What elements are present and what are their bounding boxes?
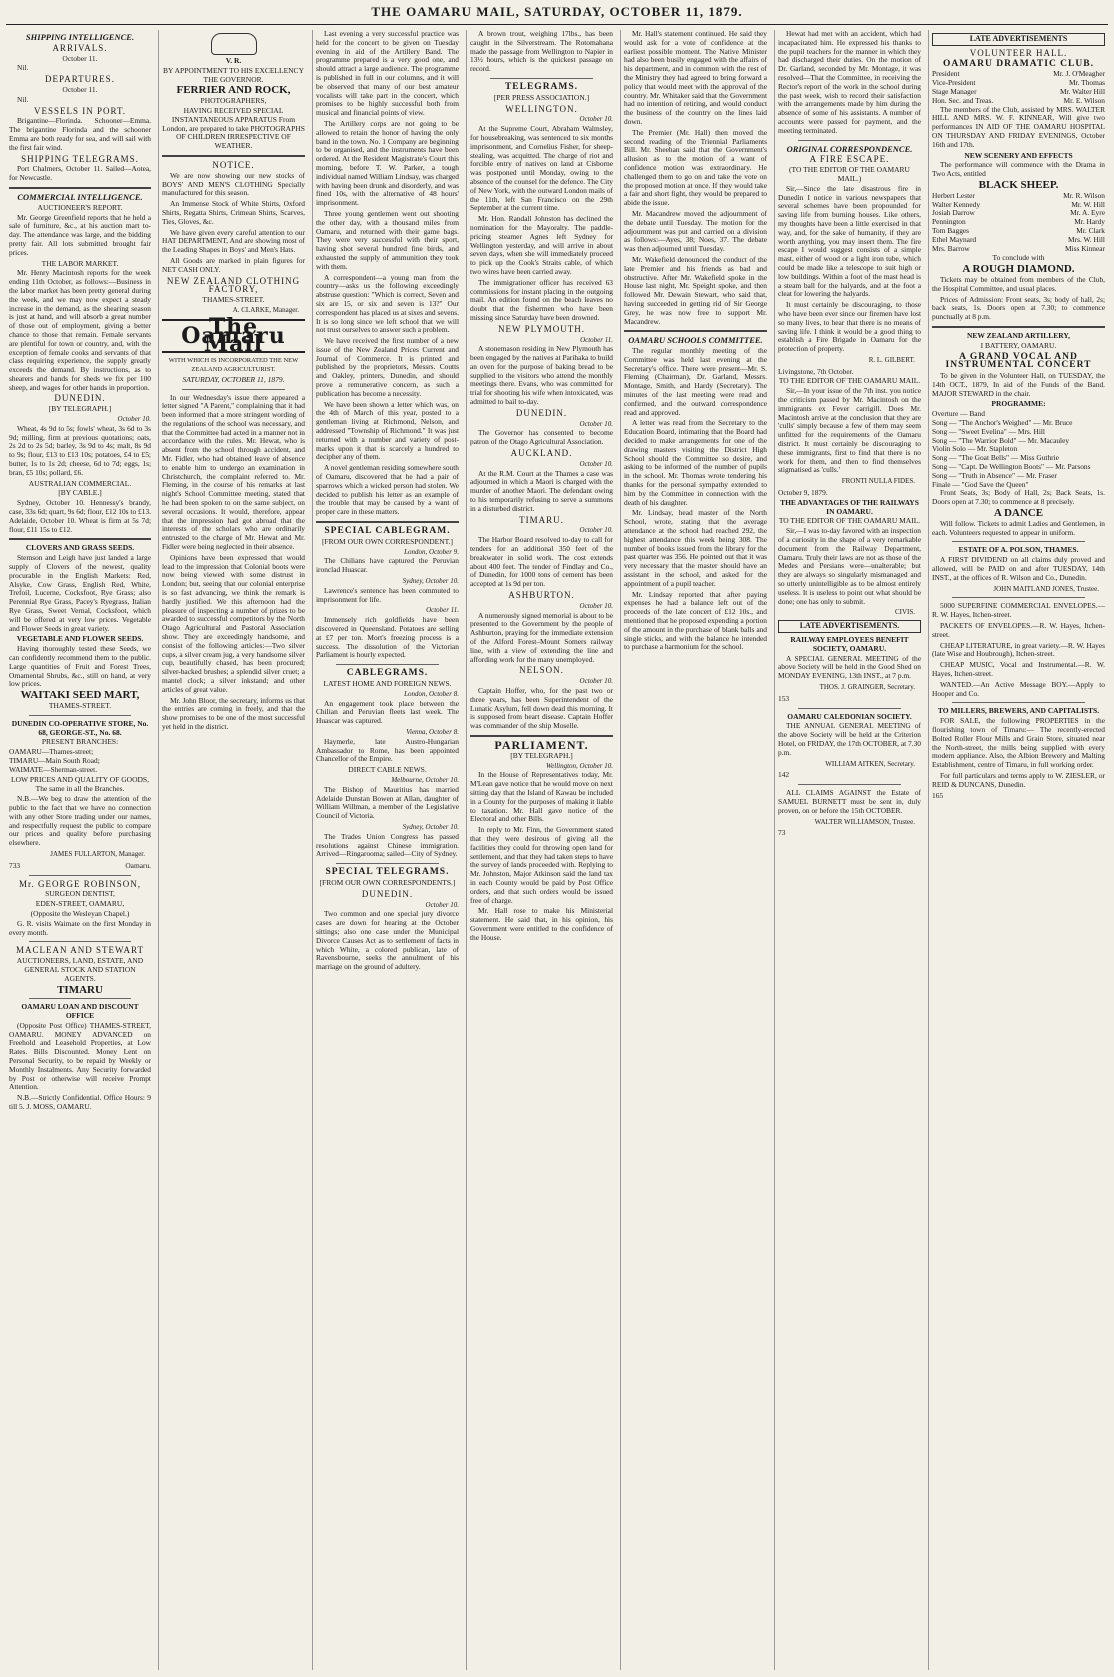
cast-list [932,192,1105,254]
direct-cable-date-2: Sydney, October 10. [402,822,459,831]
notice-text: We are now showing our new stocks of BOYS' AND MEN'S CLOTHING Specially manufactured for this season. [162,170,305,198]
cast-role: Ethel Maynard [932,234,977,244]
divider [182,389,285,390]
battery-heading: NEW ZEALAND ARTILLERY, [966,330,1071,340]
cast-name: Miss Kinnear [1064,243,1105,253]
masthead-rule [6,24,1108,25]
officers-list [932,70,1105,105]
news-paragraph: We have received the first number of a new issue of the New Zealand Prices Current and Journal of Commerce. It is printed and published by the proprietors, Messrs. Coutts and Oakley, printers, Dunedin, and should prove a remunerative concern, as such a publication has become a necessity. [316,336,459,398]
auction-text: Mr. George Greenfield reports that he held a sale of furniture, &c., at his auction mart to-day. The attendance was large, and the bidding pretty fair. All lots submitted brought fair prices. [9,212,151,257]
dentist-opposite: (Opposite the Wesleyan Chapel.) [30,908,130,918]
news-paragraph: The Artillery corps are not going to be allowed to retain the honor of having the only band in the town. No. 1 Company are beginning to be organised, and the instruments have been ordered. At the Resident Magistrate's Court this morning, before T. W. Parker, a tough individual named William Lindsay, was charged with having been drunk and disorderly, and was fined 10s, with the alternative of 48 hours' imprisonment. [316,118,459,208]
divider [336,863,439,864]
cast-role: Tom Bagges [932,225,970,235]
special-cable-date-2: Sydney, October 10. [402,577,459,586]
coop-branch: WAIMATE—Sherman-street. [9,764,98,774]
hall-heading: VOLUNTEER HALL. [969,47,1068,58]
factory-sub: THAMES-STREET. [202,295,265,305]
direct-cable-date: Melbourne, October 10. [391,775,459,784]
maclean-town: TIMARU [57,983,103,996]
immigrants-date: October 9, 1879. [778,488,828,498]
divider [29,998,131,999]
packets-ad: PACKETS OF ENVELOPES.—R. W. Hayes, Itchen-street. [932,621,1105,639]
auckland-date: October 10. [579,459,613,468]
royal-sub: BY APPOINTMENT TO HIS EXCELLENCY THE GOVERNOR. [163,65,304,84]
cast-role: Walter Kennedy [932,199,981,209]
railway-society-text: A SPECIAL GENERAL MEETING of the above Society will be held in the Good Shed on MONDAY EVENING, 13th INST., at 7 p.m. [778,653,921,681]
cast-role: Herbert Lester [932,190,975,200]
schools-heading: OAMARU SCHOOLS COMMITTEE. [628,335,763,346]
cablegrams-heading: CABLEGRAMS. [346,668,429,679]
dunedin-heading: DUNEDIN. [515,407,568,418]
dance-text: Will follow. Tickets to admit Ladies and Gentlemen, in each. Volunteers requested to appear in uniform. [932,518,1105,537]
dunedin-market-date: October 10. [117,415,151,424]
divider [798,708,901,709]
programme-item: Song — "The Anchor's Weighed" — Mr. Bruce [932,418,1073,428]
divider [952,597,1085,598]
sale-number: 165 [932,790,944,800]
programme-item: Finale — "God Save the Queen" [932,479,1029,489]
news-paragraph: Mr. Macandrew moved the adjournment of the debate until Tuesday. The motion for the adjournment was put and carried on a division as follows:—Ayes, 38; Noes, 37. The debate was then adjourned until Tuesday. [624,208,767,254]
programme-item: Overture — Band [932,409,985,419]
officer-role: Hon. Sec. and Treas. [932,95,994,105]
coop-town: Oamaru. [125,860,151,870]
nelson-text: Captain Hoffer, who, for the past two or three years, has been Superintendent of the Lunatic Asylum, fell down dead this morning. It is supposed from heart disease. Captain Hoffer was commander of the ship Moselle. [470,685,613,731]
divider [9,538,151,540]
divider [470,735,613,737]
special-cable-date: London, October 9. [404,547,459,556]
shipping-telegrams-heading: SHIPPING TELEGRAMS. [21,153,139,164]
claims-text: ALL CLAIMS AGAINST the Estate of SAMUEL BURNETT must be sent in, duly proven, on or before the 15th OCTOBER. [778,788,921,815]
leader-date: SATURDAY, OCTOBER 11, 1879. [182,374,285,384]
fire-escape-text: Sir,—Since the late disastrous fire in Dunedin I notice in various newspapers that several schemes have been propounded for saving life from burning houses. Like others, my thoughts have been a little exercised in that way, and, for the sake of humanity, if they are worth anything, you may insert them. The fire escape I would suggest consists of a simple mast, either of wood or a light iron tube, which could be made like a telescope to suit high or low buildings. Within a foot of the mast head is a steam ball for the halyards, and at the foot a cleat for lowering the halyards. [778,183,921,299]
railway-society-number: 153 [778,693,790,703]
notice-text-4: All Goods are marked in plain figures for NET CASH ONLY. [162,255,305,274]
factory-heading: NEW ZEALAND CLOTHING FACTORY, [166,275,301,295]
sale-text: FOR SALE, the following PROPERTIES in the flourishing town of Timaru:— The recently-erected Bolted Roller Flour Mills and Grain Store, situated near the North-street, the mills being supplied with every modern appliance. Also, the Albion Brewery and Malting Establishment, centre of Timaru, in full working order. [932,716,1105,770]
cast-name: Mr. A. Eyre [1070,208,1105,218]
cablegrams-date-2: Vienna, October 8. [406,727,459,736]
schools-text-3: Mr. Lindsay, head master of the North School, wrote, stating that the average attendance at the school had reached 292, the highest attendance this week being 308. The number of books issued from the library for the past quarter was 356. He pointed out that it was very necessary that the master should have an assistant in the school, and asked for the appointment of a pupil teacher. [624,508,767,588]
programme-item: Violin Solo — Mr. Stapleton [932,444,1018,454]
programme-item: Song — "The Goat Bells" — Miss Guthrie [932,453,1059,463]
polson-heading: ESTATE OF A. POLSON, THAMES. [958,545,1079,555]
dunedin-market-sub: [BY TELEGRAPH.] [48,404,112,414]
officer-role: Stage Manager [932,86,977,96]
column-3 [312,30,462,1670]
clovers-text: Stemson and Leigh have just landed a large supply of Clovers of the newest, quality procurable in the English Markets: Red, Alsyke, Cow Grass, English Red, White, Trefoil, Lucerne, Cocksfoot, Rye Grass; also Perennial Rye Grass, Pacey's Ryegrass, Italian Rye Grass, Sweet Vernal, Cocksfoot, which will be offered at very low prices. Vegetable and Flower Seeds in great variety. [9,553,151,633]
auckland-heading: AUCKLAND. [510,448,573,459]
farce-title: A ROUGH DIAMOND. [962,263,1075,276]
notice-heading: NOTICE. [212,159,255,170]
claims-number: 73 [778,828,786,838]
vegetable-text: Having thoroughly tested these Seeds, we can confidently recommend them to the public. Large quantities of Fruit and Forest Trees, Ornamental Shrubs, &c., still on hand, at very low prices. [9,644,151,689]
concert-heading: A GRAND VOCAL AND INSTRUMENTAL CONCERT [945,351,1092,371]
dunedin-date: October 10. [579,419,613,428]
correspondence-heading: ORIGINAL CORRESPONDENCE. [786,143,913,154]
performance-text: The performance will commence with the Drama in Two Acts, entitled [932,160,1105,179]
late-ads-heading: LATE ADVERTISEMENTS. [778,620,921,633]
arrivals-date: October 11. [62,53,98,63]
divider [162,155,305,157]
fire-escape-sub: (TO THE EDITOR OF THE OAMARU MAIL.) [789,165,910,183]
leader-text-2: Opinions have been expressed that would lead to the impression that Colonial boots were now being viewed with some distrust in London; but, seeing that our colonial enterprise is so fast advancing, we think the remark is hardly justified. We this afternoon had the pleasure of inspecting a number of prizes to be awarded to successful competitors by the North Otago Agricultural and Pastoral Association show. They are exceedingly handsome, and consist of the following articles:—Two silver cups, a silver cream jug, a very handsome silver cup, beautifully chased, has been procured; silver-backed brushes; a splendid silver cruet; a mantel clock; a silver inkstand; and other articles of great value. [162,552,305,694]
vegetable-heading: VEGETABLE AND FLOWER SEEDS. [16,634,144,644]
programme-item: Song — "The Warrior Bold" — Mr. Macauley [932,435,1070,445]
royal-heading: V. R. [225,56,242,65]
leader-text: In our Wednesday's issue there appeared a letter signed "A Parent," complaining that it had been informed that a more stringent wording of the regulations of the school was necessary, and that the Committee had acted in a manner not in accordance with the rules. Mr. Hewat, who is absent from the school through accident, and Mr. Fidler, who had obtained leave of absence to enable him to undergo an examination in Christchurch, the complaint referred to. Mr. Fleming, in the course of his remarks at last night's School Committee meeting, stated that he had been spoken to on the same subject, on several occasions. It would, therefore, appear that the impression had got abroad that the interests of the scholars who are ordinarily entrusted to the charge of Mr. Hewat and Mr. Fidler were being neglected in their absence. [162,392,305,552]
column-2 [158,30,308,1670]
dentist-address: EDEN-STREET, OAMARU, [35,899,125,909]
concert-text: To be given in the Volunteer Hall, on TUESDAY, the 14th OCT., 1879, In aid of the Funds of the Band. MAJOR STEWARD in the chair. [932,371,1105,398]
programme-item: Song — "Truth in Absence" — Mr. Fraser [932,470,1057,480]
australian-text: Sydney, October 10. Hennessy's brandy, case, 33s 6d; quart, 9s 6d; flour, £12 10s to £13. Adelaide, October 10. Wheat is firm at 5s 7d; flour, £11 15s to £12. [9,498,151,534]
maclean-heading: MACLEAN AND STEWART [16,945,144,956]
officer-name: Mr. J. O'Meagher [1053,69,1105,79]
officer-name: Mr. Walter Hill [1059,86,1105,96]
clovers-heading: CLOVERS AND GRASS SEEDS. [25,543,135,553]
late-ads-heading: LATE ADVERTISEMENTS [932,33,1105,46]
notice-text-2: An Immense Stock of White Shirts, Oxford Shirts, Regatta Shirts, Crimean Shirts, Scarves, Ties, Gloves, &c. [162,199,305,226]
divider [490,78,593,79]
polson-text: A FIRST DIVIDEND on all claims duly proved and allowed, will be PAID on and after TUESDAY, 14th INST., at the offices of R. Wilson and Co., Dunedin. [932,555,1105,582]
news-paragraph: A novel gentleman residing somewhere south of Oamaru, discovered that he had a pair of sparrows which a wicked person had stolen. We decided to publish his letter as an example of the trouble that may be caused by a want of proper care in these matters. [316,463,459,517]
parliament-date: Wellington, October 10. [545,761,613,770]
auckland-text: At the R.M. Court at the Thames a case was adjourned in which a Maori is charged with the murder of another Maori. The defendant owing to his temporarily refusing to serve a summons in a disturbed district. [470,468,613,513]
news-paragraph: A correspondent—a young man from the country—asks us the following exceedingly abstruse question: "Which is correct, Seven and six are 15, or six and seven is 13?" Our correspondent has placed us at sixes and sevens. It is so long since we left school that we will not trust ourselves to answer such a problem. [316,272,459,335]
column-1 [6,30,154,1670]
labor-heading: THE LABOR MARKET. [41,258,119,268]
literature-ad: CHEAP LITERATURE, in great variety.—R. W. Hayes (late Wise and Houbrough), Itchen-street. [932,640,1105,659]
parliament-text-2: In reply to Mr. Finn, the Government stated that they were desirous of giving all the facilities they could for throwing open land for settlement, and that they had taken steps to have the survey of lands proceeded with. Replying to Mr. Johnston, Major Atkinson said the land tax in each County would be paid by Post Office orders, and that such orders would be issued free of charge. [470,825,613,905]
news-paragraph: Mr. Wakefield denounced the conduct of the late Premier and his friends as bad and obstructive. After Mr. Wakefield spoke in the House last night, Mr. Speight spoke, and then followed Mr. Dewain Stewart, who said that, having succeeded in getting rid of Sir George Grey, he was now free to support Mr. Macandrew. [624,254,767,326]
commercial-heading: COMMERCIAL INTELLIGENCE. [17,191,143,202]
departures-heading: DEPARTURES. [45,74,115,85]
shipping-telegrams-text: Port Chalmers, October 11. Sailed—Aotea, for Newcastle. [9,164,151,183]
wellington-heading: WELLINGTON. [505,103,578,114]
nelson-date: October 10. [579,677,613,686]
dramatic-club-heading: OAMARU DRAMATIC CLUB. [943,58,1094,69]
timaru-date: October 10. [579,526,613,535]
wellington-text-2: Mr. Hon. Randall Johnston has declined the nomination for the Mayoralty. The paddle-pricing steamer Agnes left Sydney for Wellington yesterday, and will arrive in about seven days, when she will immediately proceed to pick up the Cook's Straits cable, of which two wires have been carried away. [470,214,613,276]
railways-text: Sir,—I was to-day favored with an inspection of a curiosity in the shape of a very remarkable document from the Railway Department, Oamaru. Truly their laws are not as those of the Medes and Persians were—unalterable; but they are always so singularly mismanaged and so utterly unintelligible as to be almost entirely useless. It is useless to point out what should be done; one has only to submit. [778,526,921,606]
coop-low: LOW PRICES AND QUALITY OF GOODS, [11,774,149,784]
officer-role: Vice-President [932,78,976,88]
direct-cable-text-2: The Trades Union Congress has passed resolutions against Chinese immigration. Arrived—Ringarooma; sailed—City of Sydney. [316,831,459,859]
polson-signature: JOHN MAITLAND JONES, Trustee. [993,584,1099,593]
special-cable-heading: SPECIAL CABLEGRAM. [324,526,451,537]
wanted-ad: WANTED.—An Active Message BOY.—Apply to Hooper and Co. [932,679,1105,698]
cast-role: Josiah Darrow [932,208,975,218]
wellington-text-3: The immigrationer officer has received 63 commissions for instant placing in the outgoing mail. An edition found on the beach leaves no doubt that the fishermen who have been missing since Saturday have been drowned. [470,277,613,322]
dentist-text: G. R. visits Waimate on the first Monday in every month. [9,918,151,937]
ferrier-text: HAVING RECEIVED SPECIAL INSTANTANEOUS APPARATUS From London, are prepared to take PHOTOGRAPHS OF CHILDREN IRRESPECTIVE OF WEATHER. [162,105,305,151]
admission-text: Prices of Admission: Front seats, 3s; body of hall, 2s; back seats, 1s. Doors open at 7.30; to commence punctually at 8 p.m. [932,294,1105,322]
column-7 [928,30,1108,1670]
dentist-heading: Mr. GEORGE ROBINSON, [18,878,141,889]
parliament-text: In the House of Representatives today, Mr. M'Lean gave notice that he would move on next sitting day that the Island of Kawau be included in a County for the purposes of making it liable to taxation. Mr. Hall gave notice of the Electoral and other Bills. [470,770,613,824]
timaru-text: The Harbor Board resolved to-day to call for tenders for an additional 350 feet of the breakwater in solid work. The cost extends about 400 feet. The tender of Findlay and Co., of Dunedin, for 1000 tons of cement has been accepted at 1s 9d per ton. [470,535,613,589]
australian-sub: [BY CABLE.] [58,488,102,498]
cablegrams-date: London, October 8. [404,689,459,698]
direct-cable-heading: DIRECT CABLE NEWS. [348,765,427,775]
dentist-sub: SURGEON DENTIST, [45,889,115,899]
special-telegrams-text: Two common and one special jury divorce cases are down for hearing at the October sittings; also one case under the Municipal Divorce Causes Act as to settlement of facts in which White, a colored publican, late of Ravensbourne, seeks the annulment of his marriage on the ground of adultery. [316,909,459,972]
divider [952,702,1085,703]
shipping-heading: SHIPPING INTELLIGENCE. [25,32,135,42]
list-item [932,245,1105,254]
direct-cable-text: The Bishop of Mauritius has married Adelaide Dunstan Bowen at Allan, daughter of William Willman, a member of the Legislative Council of Victoria. [316,784,459,821]
envelopes-ad: 5000 SUPERFINE COMMERCIAL ENVELOPES.—R. W. Hayes, Itchen-street. [932,601,1105,620]
caledonian-text: THE ANNUAL GENERAL MEETING of the above Society will be held at the Criterion Hotel, on FRIDAY, the 17th OCTOBER, at 7.30 p.m. [778,721,921,757]
australian-heading: AUSTRALIAN COMMERCIAL. [28,478,132,488]
departures-text: Nil. [17,94,29,104]
immigrants-sub: TO THE EDITOR OF THE OAMARU MAIL. [778,376,921,386]
concert-admission: Front Seats, 3s; Body of Hall, 2s; Back Seats, 1s. Doors open at 7.30; to commence at 8 precisely. [932,488,1105,507]
coop-text: N.B.—We beg to draw the attention of the public to the fact that we have no connection with any other Store trading under our names, and respectfully request the public to compare our prices and quality before purchasing elsewhere. [9,794,151,848]
divider [798,784,901,785]
arrivals-heading: ARRIVALS. [52,42,108,53]
news-paragraph: Three young gentlemen went out shooting the other day, with a thousand miles from Oamaru, and returned with their game bags. They were very successful with their sport, having shot several hundred fine birds, and exhausted the supply of ammunition they took with them. [316,208,459,271]
coop-branch: OAMARU—Thames-street; [9,747,94,757]
divider [29,941,131,942]
column-4 [466,30,616,1670]
departures-date: October 11. [62,84,98,94]
wellington-date: October 10. [579,115,613,124]
cablegrams-text-2: Haymerle, late Austro-Hungarian Ambassador to Rome, has been appointed Chancellor of the Empire. [316,736,459,764]
cast-name: Mr. W. Hill [1071,199,1105,209]
news-paragraph: Last evening a very successful practice was held for the concert to be given on Tuesday evening in aid of the Artillery Band. The programme prepared is a very good one, and should attract a large audience. The programme is published in full in our columns, and it will be observed that many of our best amateur vocalists will take part in the concert, which promises to be highly successful both from musical and financial points of view. [316,30,459,118]
arrivals-text: Nil. [17,63,29,73]
cast-role: Pennington [932,217,966,227]
railway-society-signature: THOS. J. GRAINGER, Secretary. [819,682,915,691]
special-telegrams-place: DUNEDIN. [361,888,414,899]
cast-name: Mr. Clark [1076,225,1105,235]
divider [798,140,901,141]
officer-name: Mr. E. Wilson [1063,95,1105,105]
newspaper-logo: The Oamaru Mail [162,319,305,353]
loan-text: (Opposite Post Office) THAMES-STREET, OAMARU. MONEY ADVANCED on Freehold and Leasehold Properties, at Low Rates. Bills Discounted. Money Lent on Personal Security, to be repaid by Weekly or Monthly Instalments. Any Security forwarded by Post or otherwise will receive Prompt Attention. [9,1020,151,1092]
cast-name: Mr. Hardy [1074,217,1105,227]
railways-heading: THE ADVANTAGES OF THE RAILWAYS IN OAMARU. [780,497,919,516]
ferrier-heading: FERRIER AND ROCK, [176,84,291,97]
special-cable-text-2: Lawrence's sentence has been commuted to imprisonment for life. [316,585,459,604]
coop-signature: JAMES FULLARTON, Manager. [50,849,145,858]
special-telegrams-date: October 10. [425,900,459,909]
schools-text-4: Mr. Lindsay reported that after paying expenses he had a balance left out of the proceeds of the late concert of £12 10s., and mentioned that he proposed expending a portion of the amount in the purchase of blank balls and single sticks, and with the balance he intended to purchase a harmonium for the school. [624,589,767,652]
new-plymouth-date: October 11. [580,335,613,344]
notice-text-3: We have given every careful attention to our HAT DEPARTMENT, And are showing most of the Leading Shapes in Boys' and Men's Hats. [162,227,305,255]
auction-heading: AUCTIONEER'S REPORT. [37,202,123,212]
vessels-text: Brigantine—Florinda. Schooner—Emma. The brigantine Florinda and the schooner Emma are both ready for sea, and will sail with the first fair wind. [9,116,151,152]
caledonian-number: 142 [778,770,790,780]
coop-same: The same in all the Branches. [35,784,125,794]
dunedin-market-text: Wheat, 4s 9d to 5s; fowls' wheat, 3s 6d to 3s 9d; milling, firm at previous quotations; oats, 2s 2d to 2s 5d; barley, 3s 9d to 4s; malt, 8s 9d to 9s; flour, £13 to £13 10s; potatoes, £4 to £5; butter, 1s to 1s 2d; cheese, 6d to 7d; eggs, 1s; bran, £5 10s; pollard, £6. [9,423,151,477]
masthead: THE OAMARU MAIL, SATURDAY, OCTOBER 11, 1879. [371,4,743,19]
loan-heading: OAMARU LOAN AND DISCOUNT OFFICE [21,1002,139,1021]
special-telegrams-heading: SPECIAL TELEGRAMS. [325,867,450,878]
brewers-heading: TO MILLERS, BREWERS, AND CAPITALISTS. [937,706,1100,716]
vessels-heading: VESSELS IN PORT. [33,105,127,116]
column-6 [774,30,924,1670]
telegrams-heading: TELEGRAMS. [504,81,579,92]
new-plymouth-heading: NEW PLYMOUTH. [498,323,585,334]
officer-name: Mr. Thomas [1069,78,1105,88]
special-cable-text: The Chilians have captured the Peruvian ironclad Huascar. [316,556,459,575]
logo-sub: WITH WHICH IS INCORPORATED THE NEW ZEALAND AGRICULTURIST. [168,357,299,373]
factory-signature: A. CLARKE, Manager. [232,305,299,314]
special-telegrams-sub: [FROM OUR OWN CORRESPONDENTS.] [319,877,456,887]
programme-item: Song — "Capt. De Wellington Boots" — Mr. Parsons [932,462,1091,472]
club-text: The members of the Club, assisted by MRS. WALTER HILL AND MRS. W. F. KINNEAR, Will give two performances IN AID OF THE OAMARU HOSPITAL ON THURSDAY AND FRIDAY EVENINGS, October 16th and 17th. [932,104,1105,149]
music-ad: CHEAP MUSIC, Vocal and Instrumental.—R. W. Hayes, Itchen-street. [932,660,1105,678]
officer-role: President [932,69,960,79]
dance-heading: A DANCE [993,507,1044,520]
cast-name: Mrs. W. Hill [1068,234,1105,244]
fire-escape-heading: A FIRE ESCAPE. [809,154,890,165]
cast-role: Mrs. Barrow [932,243,970,253]
cast-name: Mr. R. Wilson [1063,190,1105,200]
divider [624,330,767,332]
cablegrams-text: An engagement took place between the Chilian and Peruvian fleets last week. The Huascar was captured. [316,698,459,726]
ferrier-sub: PHOTOGRAPHERS, [200,96,267,106]
wellington-text: At the Supreme Court, Abraham Walmsley, for housebreaking, was sentenced to six months imprisonment, and Cornelius Fisher, for sheep-stealing, was acquitted. The charge of riot and forcible entry of natives on land at Cisborne was postponed until Monday, owing to the absence of the counsel for the defence. The City of New York, with the outward London mails of the 11th, left San Francisco on the 29th September at the current time. [470,124,613,213]
schools-text: The regular monthly meeting of the Committee was held last evening at the Secretary's office. There were present—Mr. S. Fleming (Chairman), Dr. Garland, Messrs. Montage, Smith, and Hardy (Secretary). The minutes of the last meeting were read and confirmed, and the outward correspondence read and approved. [624,346,767,417]
schools-text-2: A letter was read from the Secretary to the Education Board, intimating that the Board had decided to make arrangements for one of the drawing masters visiting the District High School should the Committee so desire, and asking to be informed of the number of pupils in the school. Mr. Thomas wrote tendering his thanks for the personal sympathy extended to him by the Committee in connection with the death of his daughter. [624,418,767,507]
telegrams-sub: [PER PRESS ASSOCIATION.] [493,92,590,102]
parliament-heading: PARLIAMENT. [494,737,589,752]
divider [9,187,151,189]
fire-escape-place: Livingstone, 7th October. [778,366,854,376]
divider [316,521,459,523]
column-5 [620,30,770,1670]
caledonian-heading: OAMARU CALEDONIAN SOCIETY. [787,711,912,721]
railways-signature: CIVIS. [894,608,915,617]
news-paragraph: Mr. Hall's statement continued. He said they would ask for a vote of confidence at the earliest possible moment. The Native Minister had also been busily engaged with the affairs of his department, and in common with the rest of the Ministry they had agreed to bring forward a policy that would meet with the approval of the country. Mr. Whitaker said that the Government had no intention of retiring, and would conduct the business of the country on the lines laid down. [624,30,767,126]
tickets-text: Tickets may be obtained from members of the Club, the Hospital Committee, and usual places. [932,274,1105,293]
battery-sub: I BATTERY, OAMARU. [980,340,1057,350]
divider [336,664,439,665]
parliament-sub: [BY TELEGRAPH.] [510,750,573,760]
special-cable-date-3: October 11. [426,606,459,615]
dunedin-text: The Governor has consented to become patron of the Otago Agricultural Association. [470,428,613,447]
railway-society-heading: RAILWAY EMPLOYEES BENEFIT SOCIETY, OAMARU. [790,635,909,653]
cablegrams-sub: LATEST HOME AND FOREIGN NEWS. [323,678,452,688]
conclude-line: To conclude with [992,253,1045,263]
fire-escape-text-2: It must certainly be discouraging, to those who have been ever since our firemen have lost so many lives, to hear that there is no means of saving life. I think it would be a good thing to establish a Fire Brigade in Oamaru for the protection of property. [778,300,921,354]
maclean-sub: AUCTIONEERS, LAND, ESTATE, AND GENERAL STOCK AND STATION AGENTS. [16,956,144,983]
divider [29,875,131,876]
nelson-heading: NELSON. [519,665,564,676]
sale-footer: For full particulars and terms apply to W. ZIESLER, or REID & DUNCANS, Dunedin. [932,770,1105,789]
royal-crest-icon [211,33,257,55]
loan-footer: N.B.—Strictly Confidential. Office Hours: 9 till 5. J. MOSS, OAMARU. [9,1093,151,1112]
coop-number: 733 [9,860,21,870]
news-paragraph: A brown trout, weighing 17lbs., has been caught in the Silverstream. The Rotomahana made the passage from Wellington to Napier in 13½ hours, which is the quickest passage on record. [470,30,613,74]
ashburton-heading: ASHBURTON. [508,590,575,601]
divider [932,326,1105,328]
special-cable-sub: [FROM OUR OWN CORRESPONDENT.] [321,536,454,546]
scenery-line: NEW SCENERY AND EFFECTS [964,150,1073,160]
drama-title: BLACK SHEEP. [978,178,1059,191]
waitaki-sub: THAMES-STREET. [48,700,112,710]
coop-branches: PRESENT BRANCHES: [41,737,119,747]
dunedin-market-heading: DUNEDIN. [54,393,106,404]
waitaki-heading: WAITAKI SEED MART, [20,689,140,702]
railways-sub: TO THE EDITOR OF THE OAMARU MAIL. [778,516,921,526]
labor-text: Mr. Henry Macintosh reports for the week ending 11th October, as follows:—Business in the labor market has been pretty general during the week, and we may now expect a steady increase in the demand, as the shearing season is just at hand, and will absorb a great number of those out of employment, giving a better chance to those that remain. Female servants are plentiful for town or country, and, with the exception of female cooks and servants of that class requiring experience, the supply greatly exceeds the demand. By instructions, as to shearers and hands for sheds we fix per 100 sheep, and wages for other hands in proportion. [9,268,151,392]
news-paragraph: Hewat had met with an accident, which had incapacitated him. He expressed his thanks to the pupil teachers for the manner in which they had discharged their duties. On the motion of Dr. Garland, seconded by Mr. Montage, it was resolved—That the Committee, in receiving the Rector's report of the work in the school during the past week, wish to record their satisfaction with the arrangements made by him during the absence of some of his assistants. A number of accounts were passed for payment, and the meeting terminated. [778,30,921,135]
news-paragraph: The Premier (Mr. Hall) then moved the second reading of the Triennial Parliaments Bill. Mr. Sheehan said that the Government's allusion as to the motion of a want of confidence motion was extraordinary. He challenged them to go on and take the vote on the proposed motion at once. If they would take a fair and short fight, they would be prepared to abide the issue. [624,127,767,208]
new-plymouth-text: A stonemason residing in New Plymouth has been engaged by the natives at Parihaka to build an oven for the purpose of baking bread to be supplied to the visitors who attend the monthly meetings there. Evans, who was committed for trial for shooting his wife when intoxicated, was admitted to bail to-day. [470,344,613,407]
ashburton-date: October 10. [579,601,613,610]
ashburton-text: A numerously signed memorial is about to be presented to the Government by the people of Ashburton, praying for the immediate extension of the Alford Forest–Mount Somers railway line, with a view of extending the line and affording work for the many unemployed. [470,610,613,664]
parliament-text-3: Mr. Hall rose to make his Ministerial statement. He said that, in his opinion, his Government were entitled to the confidence of the House. [470,906,613,942]
fire-escape-signature: R. L. GILBERT. [868,355,915,364]
programme-heading: PROGRAMME: [991,399,1046,409]
special-cable-text-3: Immensely rich goldfields have been discovered in Queensland. Potatoes are selling at £7 per ton. Mort's freezing process is a success. The dissolution of the Victorian Parliament is hourly expected. [316,615,459,660]
divider [952,541,1085,542]
coop-branch: TIMARU—Main South Road; [9,755,100,765]
news-paragraph: We have been shown a letter which was, on the 4th of March of this year, posted to a gentleman living at Richmond, Nelson, and addressed "Township of Richmond." It was just returned with a number and variety of post-marks upon it that is scarcely a hundred to decipher any of them. [316,399,459,462]
timaru-heading: TIMARU. [519,514,564,525]
programme-item: Song — "Sweet Evelina" — Mrs. Hill [932,426,1045,436]
leader-text-3: Mr. John Bloor, the secretary, informs us that the entries are coming in freely, and that the show promises to be one of the most successful yet held in the district. [162,695,305,731]
immigrants-signature: FRONTI NULLA FIDES. [841,477,915,486]
coop-heading: DUNEDIN CO-OPERATIVE STORE, No. 68, GEORGE-ST., No. 68. [11,718,149,737]
divider [29,715,131,716]
caledonian-signature: WILLIAM AITKEN, Secretary. [825,759,915,768]
immigrants-text: Sir,—In your issue of the 7th inst. you notice the criticism passed by Mr. Macintosh on the immigrants ex Fever carrigill. Does Mr. Macintosh arrive at the conclusion that they are 'culls' simply because a few of them may seem unfitted for the requirements of the Oamaru district. It must certainly be discouraging to these immigrants, first to find that there is no work for them, and then to find themselves stigmatised as 'culls.' [778,386,921,475]
claims-signature: WALTER WILLIAMSON, Trustee. [814,817,915,826]
